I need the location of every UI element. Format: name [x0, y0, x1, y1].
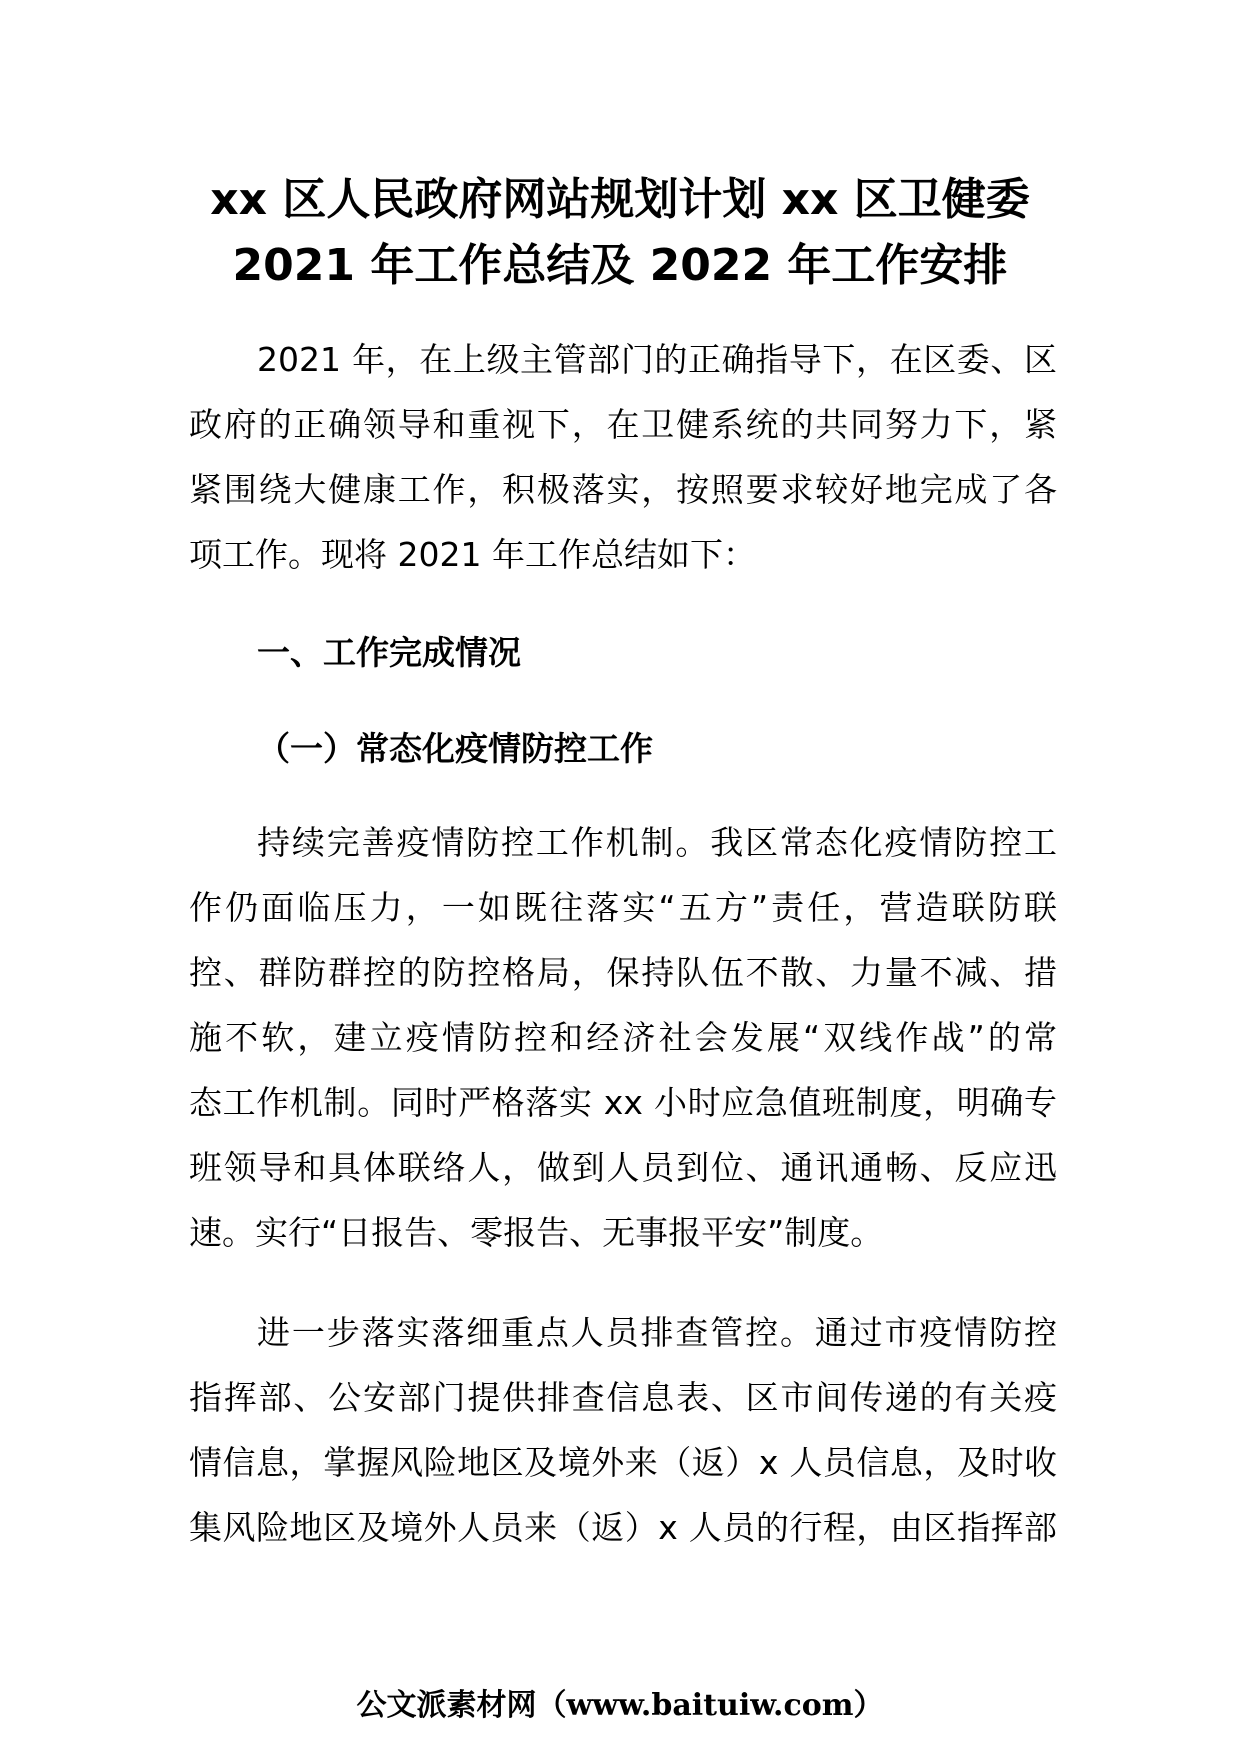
- paragraph-line: 2021 年，在上级主管部门的正确指导下，在区委、区: [257, 340, 1057, 379]
- paragraph-line: 紧围绕大健康工作，积极落实，按照要求较好地完成了各: [189, 470, 1057, 509]
- body-paragraph: [189, 1300, 1057, 1560]
- paragraph-line: 持续完善疫情防控工作机制。我区常态化疫情防控工: [257, 823, 1057, 862]
- paragraph-line: 情信息，掌握风险地区及境外来（返）x 人员信息，及时收: [189, 1443, 1057, 1482]
- body-paragraph: [189, 810, 1057, 1265]
- paragraph-line: 进一步落实落细重点人员排查管控。通过市疫情防控: [257, 1313, 1057, 1352]
- footer-source-text: 公文派素材网（www.baituiw.com）: [356, 1688, 884, 1723]
- paragraph-line: 作仍面临压力，一如既往落实“五方”责任，营造联防联: [189, 888, 1057, 927]
- document-title-line: 2021 年工作总结及 2022 年工作安排: [232, 240, 1008, 291]
- intro-paragraph: [189, 327, 1057, 587]
- document-title-line: xx 区人民政府网站规划计划 xx 区卫健委: [210, 174, 1030, 225]
- paragraph-line: 项工作。现将 2021 年工作总结如下：: [189, 535, 756, 574]
- document-title: [0, 167, 1240, 299]
- paragraph-line: 态工作机制。同时严格落实 xx 小时应急值班制度，明确专: [189, 1083, 1057, 1122]
- paragraph-line: 集风险地区及境外人员来（返）x 人员的行程，由区指挥部: [189, 1508, 1057, 1547]
- paragraph-line: 施不软，建立疫情防控和经济社会发展“双线作战”的常: [189, 1018, 1057, 1057]
- section-heading: 一、工作完成情况: [257, 633, 521, 672]
- subsection-heading: （一）常态化疫情防控工作: [257, 729, 653, 768]
- paragraph-line: 控、群防群控的防控格局，保持队伍不散、力量不减、措: [189, 953, 1057, 992]
- paragraph-line: 班领导和具体联络人，做到人员到位、通讯通畅、反应迅: [189, 1148, 1057, 1187]
- paragraph-line: 指挥部、公安部门提供排查信息表、区市间传递的有关疫: [189, 1378, 1057, 1417]
- paragraph-line: 政府的正确领导和重视下，在卫健系统的共同努力下，紧: [189, 405, 1057, 444]
- paragraph-line: 速。实行“日报告、零报告、无事报平安”制度。: [189, 1213, 884, 1252]
